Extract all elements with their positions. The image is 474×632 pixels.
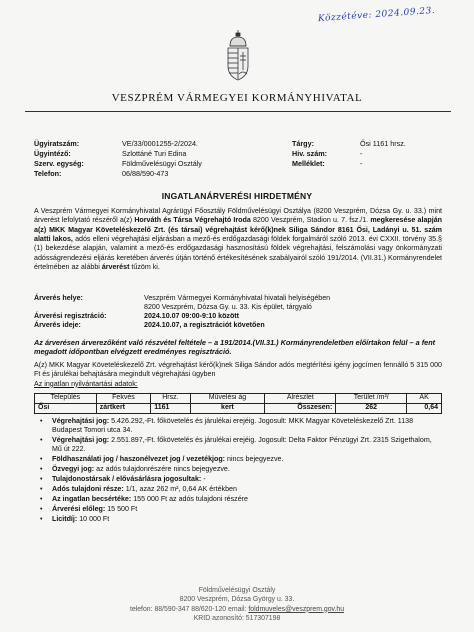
table-cell: 1161 bbox=[151, 404, 190, 414]
meta-value: - bbox=[360, 149, 363, 158]
list-item bbox=[40, 495, 440, 504]
bullet-text: 155 000 Ft az adós tulajdoni részére bbox=[131, 495, 248, 503]
bullet-text: 15 500 Ft bbox=[105, 505, 138, 513]
meta-value: Szlottáné Turi Edina bbox=[122, 149, 187, 158]
bullet-label: Licitdíj: bbox=[52, 515, 78, 523]
page-footer bbox=[0, 586, 474, 623]
meta-label: Hiv. szám: bbox=[292, 149, 328, 158]
footer-email-link[interactable]: foldmuveles@veszprem.gov.hu bbox=[248, 605, 345, 613]
table-cell: 262 bbox=[336, 404, 407, 414]
bullet-text: - bbox=[201, 475, 206, 483]
footer-krid: KRID azonosító: 517307198 bbox=[193, 614, 281, 622]
table-cell: Összesen: bbox=[265, 404, 336, 414]
intro-text: adós elleni végrehajtási eljárásban a mező-és erdőgazdasági földek forgalmáról szóló 2013. évi CXXII. törvény 35.§ (1) bekezdése alapján, valamint a mező-és erdőgazdasági hasznosítású földek végrehajtási, felszámolási vagy önkormányzati adósságrendezési eljárás keretében árverés útján történő értékesítésének szabályairól szóló 191/2014. (VII.31.) Kormányrendelet értelmében az alábbi bbox=[34, 235, 443, 272]
bullet-text: nincs bejegyezve. bbox=[225, 455, 284, 463]
bullet-icon: • bbox=[40, 455, 43, 463]
bullet-icon: • bbox=[40, 475, 43, 483]
bullet-text: az adós tulajdonrészére nincs bejegyezve. bbox=[94, 465, 230, 473]
table-cell: 0,64 bbox=[407, 404, 442, 414]
table-header-row bbox=[35, 394, 442, 404]
meta-value: Ősi 1161 hrsz. bbox=[360, 139, 406, 148]
coat-of-arms-icon bbox=[225, 30, 251, 82]
document-title: INGATLANÁRVERÉSI HIRDETMÉNY bbox=[161, 191, 313, 201]
intro-text: tűzöm ki. bbox=[129, 263, 160, 272]
bullet-label: Árverési előleg: bbox=[52, 505, 106, 513]
participation-warning: Az árverésen árverezőként való részvétel feltétele – a 191/2014.(VII.31.) Kormányrendeletben előírtakon felül – a fent megadott időpontban elvégzett eredményes regisztráció. bbox=[34, 338, 436, 357]
table-header: AK bbox=[407, 394, 442, 404]
table-cell: Ősi bbox=[35, 404, 97, 414]
bullet-label: Özvegyi jog: bbox=[52, 465, 95, 473]
bullet-label: Végrehajtási jog: bbox=[52, 436, 110, 444]
bullet-icon: • bbox=[40, 485, 43, 493]
table-header: Alrészlet bbox=[265, 394, 336, 404]
intro-bold-parties: megkeresése alapján a(z) MKK Magyar Követeléskezelő Zrt. (és társai) végrehajtást kérő(k)nek Siliga Sándor 8161 Ősi, Ladányi u. 51. szám alatti lakos, bbox=[34, 216, 442, 244]
handwritten-publication-date: Közzétéve: 2024.09.23. bbox=[317, 5, 436, 25]
table-header: Terület /m²/ bbox=[336, 394, 407, 404]
meta-label: Szerv. egység: bbox=[34, 159, 84, 168]
intro-bold-auction: árverést bbox=[101, 263, 130, 272]
bullet-text: 1/1, azaz 262 m², 0,64 AK értékben bbox=[123, 485, 237, 493]
list-item bbox=[40, 505, 440, 514]
bullet-text: 5.426.292,-Ft. főkövetelés és járulékai erejéig. Jogosult: MKK Magyar Követeléskezelő Zrt. 1138 Budapest Tomori utca 34. bbox=[52, 417, 414, 435]
land-registry-table bbox=[34, 393, 442, 414]
list-item bbox=[40, 515, 440, 524]
table-row bbox=[35, 404, 442, 414]
meta-value: VE/33/0001255-2/2024. bbox=[122, 139, 198, 148]
bullet-icon: • bbox=[40, 515, 43, 523]
bullet-label: Tulajdonostársak / elővásárlásra jogosultak: bbox=[52, 475, 202, 483]
event-label: Árverés ideje: bbox=[34, 321, 81, 329]
bullet-text: 2.551.897,-Ft. főkövetelés és járulékai erejéig. Jogosult: Delta Faktor Pénzügyi Zrt. 2315 Szigethalom, Mű út 222. bbox=[52, 436, 432, 454]
registry-data-heading: Az ingatlan nyilvántartási adatok: bbox=[34, 379, 138, 388]
footer-department: Földművelésügyi Osztály bbox=[198, 587, 276, 594]
intro-text: 8200 Veszprém, Stadion u. 7. fsz./1. bbox=[250, 216, 371, 225]
footer-phone: telefon: 88/590-347 88/620-120 email: bbox=[129, 605, 249, 613]
event-label: Árverés helye: bbox=[34, 294, 83, 302]
table-header: Település bbox=[35, 394, 97, 404]
meta-label: Ügyiratszám: bbox=[34, 139, 80, 148]
meta-label: Ügyintéző: bbox=[34, 149, 71, 158]
organization-name: VESZPRÉM VÁRMEGYEI KORMÁNYHIVATAL bbox=[111, 92, 363, 104]
intro-paragraph bbox=[34, 207, 442, 273]
meta-value: Földművelésügyi Osztály bbox=[122, 159, 202, 168]
bullet-label: Végrehajtási jog: bbox=[52, 417, 110, 425]
bullet-label: Földhasználati jog / haszonélvezet jog / vezetékjog: bbox=[52, 455, 226, 463]
list-item bbox=[40, 417, 440, 435]
bullet-text: 10 000 Ft bbox=[77, 515, 110, 523]
table-cell: kert bbox=[190, 404, 265, 414]
bullet-label: Adós tulajdoni része: bbox=[52, 485, 124, 493]
claim-paragraph bbox=[34, 361, 442, 389]
claim-text: A(z) MKK Magyar Követeléskezelő Zrt. végrehajtást kérő(k)nek Siliga Sándor adós megtérítési igény jogcímen fennálló 5 315 000 Ft és járulékai behajtására megindult végrehajtási ügyben bbox=[34, 361, 442, 379]
intro-text: A Veszprém Vármegyei Kormányhivatal Agrárügyi Főosztály Földművelésügyi Osztálya (8200 Veszprém, Dózsa Gy. u. 33.) mint árverést lefolytató részéről a(z) bbox=[34, 207, 442, 225]
bullet-label: Az ingatlan becsértéke: bbox=[52, 495, 132, 503]
footer-address: 8200 Veszprém, Dózsa György u. 33. bbox=[179, 596, 295, 604]
meta-value: - bbox=[360, 159, 363, 168]
bullet-icon: • bbox=[40, 436, 43, 444]
table-header: Hrsz. bbox=[151, 394, 190, 404]
meta-label: Telefon: bbox=[34, 169, 62, 178]
list-item bbox=[40, 436, 440, 454]
intro-bold-bailiff: Horváth és Társa Végrehajtó Iroda bbox=[134, 216, 251, 225]
footer-contacts bbox=[0, 605, 474, 614]
meta-value: 06/88/590-473 bbox=[122, 169, 169, 178]
bullet-icon: • bbox=[40, 505, 43, 513]
event-label: Árverési regisztráció: bbox=[34, 312, 107, 320]
table-header: Fekvés bbox=[96, 394, 150, 404]
event-value: 2024.10.07 09:00-9:10 között bbox=[144, 312, 240, 320]
event-value: 2024.10.07, a regisztrációt követően bbox=[144, 321, 265, 329]
bullet-icon: • bbox=[40, 495, 43, 503]
event-value: Veszprém Vármegyei Kormányhivatal hivatali helyiségében bbox=[144, 294, 331, 302]
bullet-icon: • bbox=[40, 417, 43, 425]
meta-label: Tárgy: bbox=[292, 139, 314, 148]
bullet-icon: • bbox=[40, 465, 43, 473]
list-item bbox=[40, 485, 440, 494]
table-cell: zártkert bbox=[96, 404, 150, 414]
meta-label: Melléklet: bbox=[292, 159, 325, 168]
table-header: Művelési ág bbox=[190, 394, 265, 404]
list-item bbox=[40, 465, 440, 474]
list-item bbox=[40, 475, 440, 484]
list-item bbox=[40, 455, 440, 464]
header-divider bbox=[25, 111, 451, 112]
event-value: 8200 Veszprém, Dózsa Gy. u. 33. Kis épület, tárgyaló bbox=[144, 303, 312, 311]
